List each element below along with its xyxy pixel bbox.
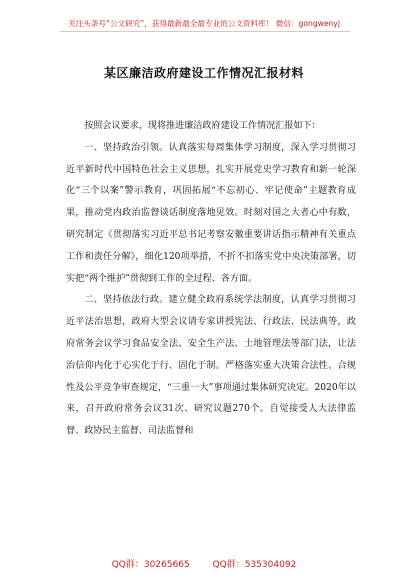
document-title: 某区廉洁政府建设工作情况汇报材料	[103, 66, 304, 80]
header-divider	[60, 31, 350, 32]
paragraph-intro: 按照会议要求，现将推进廉洁政府建设工作情况汇报如下：	[84, 121, 321, 131]
footer-qq-group-1: QQ群：30265665	[111, 560, 190, 570]
document-body	[66, 116, 356, 443]
footer-qq-group-2: QQ群：535304092	[212, 560, 297, 570]
footer	[0, 557, 408, 570]
paragraph-section-1: 一、坚持政治引领。认真落实每周集体学习制度，深入学习贯彻习近平新时代中国特色社会主义思想，扎实开展党史学习教育和新一轮深化“三个以案”警示教育，巩固拓展“不忘初心、牢记使命”主题教育成果，推动党内政治监督谈话制度落地见效。时刻对国之大者心中有数，研究制定《贯彻落实习近平总书记考察安徽重要讲话指示精神有关重点工作和责任分解》，细化120项举措，不折不扣落实党中央决策部署，切实把“两个维护”贯彻到工作的全过程、各方面。	[66, 142, 356, 284]
paragraph-section-2: 二、坚持依法行政。建立健全政府系统学法制度，认真学习贯彻习近平法治思想，政府大型会议请专家讲授宪法、行政法、民法典等，政府常务会议学习食品安全法、安全生产法、土地管理法等部门法，让法治信仰内化于心实化于行、固化于制。严格落实重大决策合法性、合规性及公平竞争审查规定，“三重一大”事项通过集体研究决定。2020年以来，召开政府常务会议31次、研究议题270个。自觉接受人大法律监督、政协民主监督、司法监督和	[66, 295, 356, 437]
header-banner: 关注头条号“公文研究”，获得最新最全最专业的公文资料库！ 微信：gongwenyj	[68, 19, 340, 28]
